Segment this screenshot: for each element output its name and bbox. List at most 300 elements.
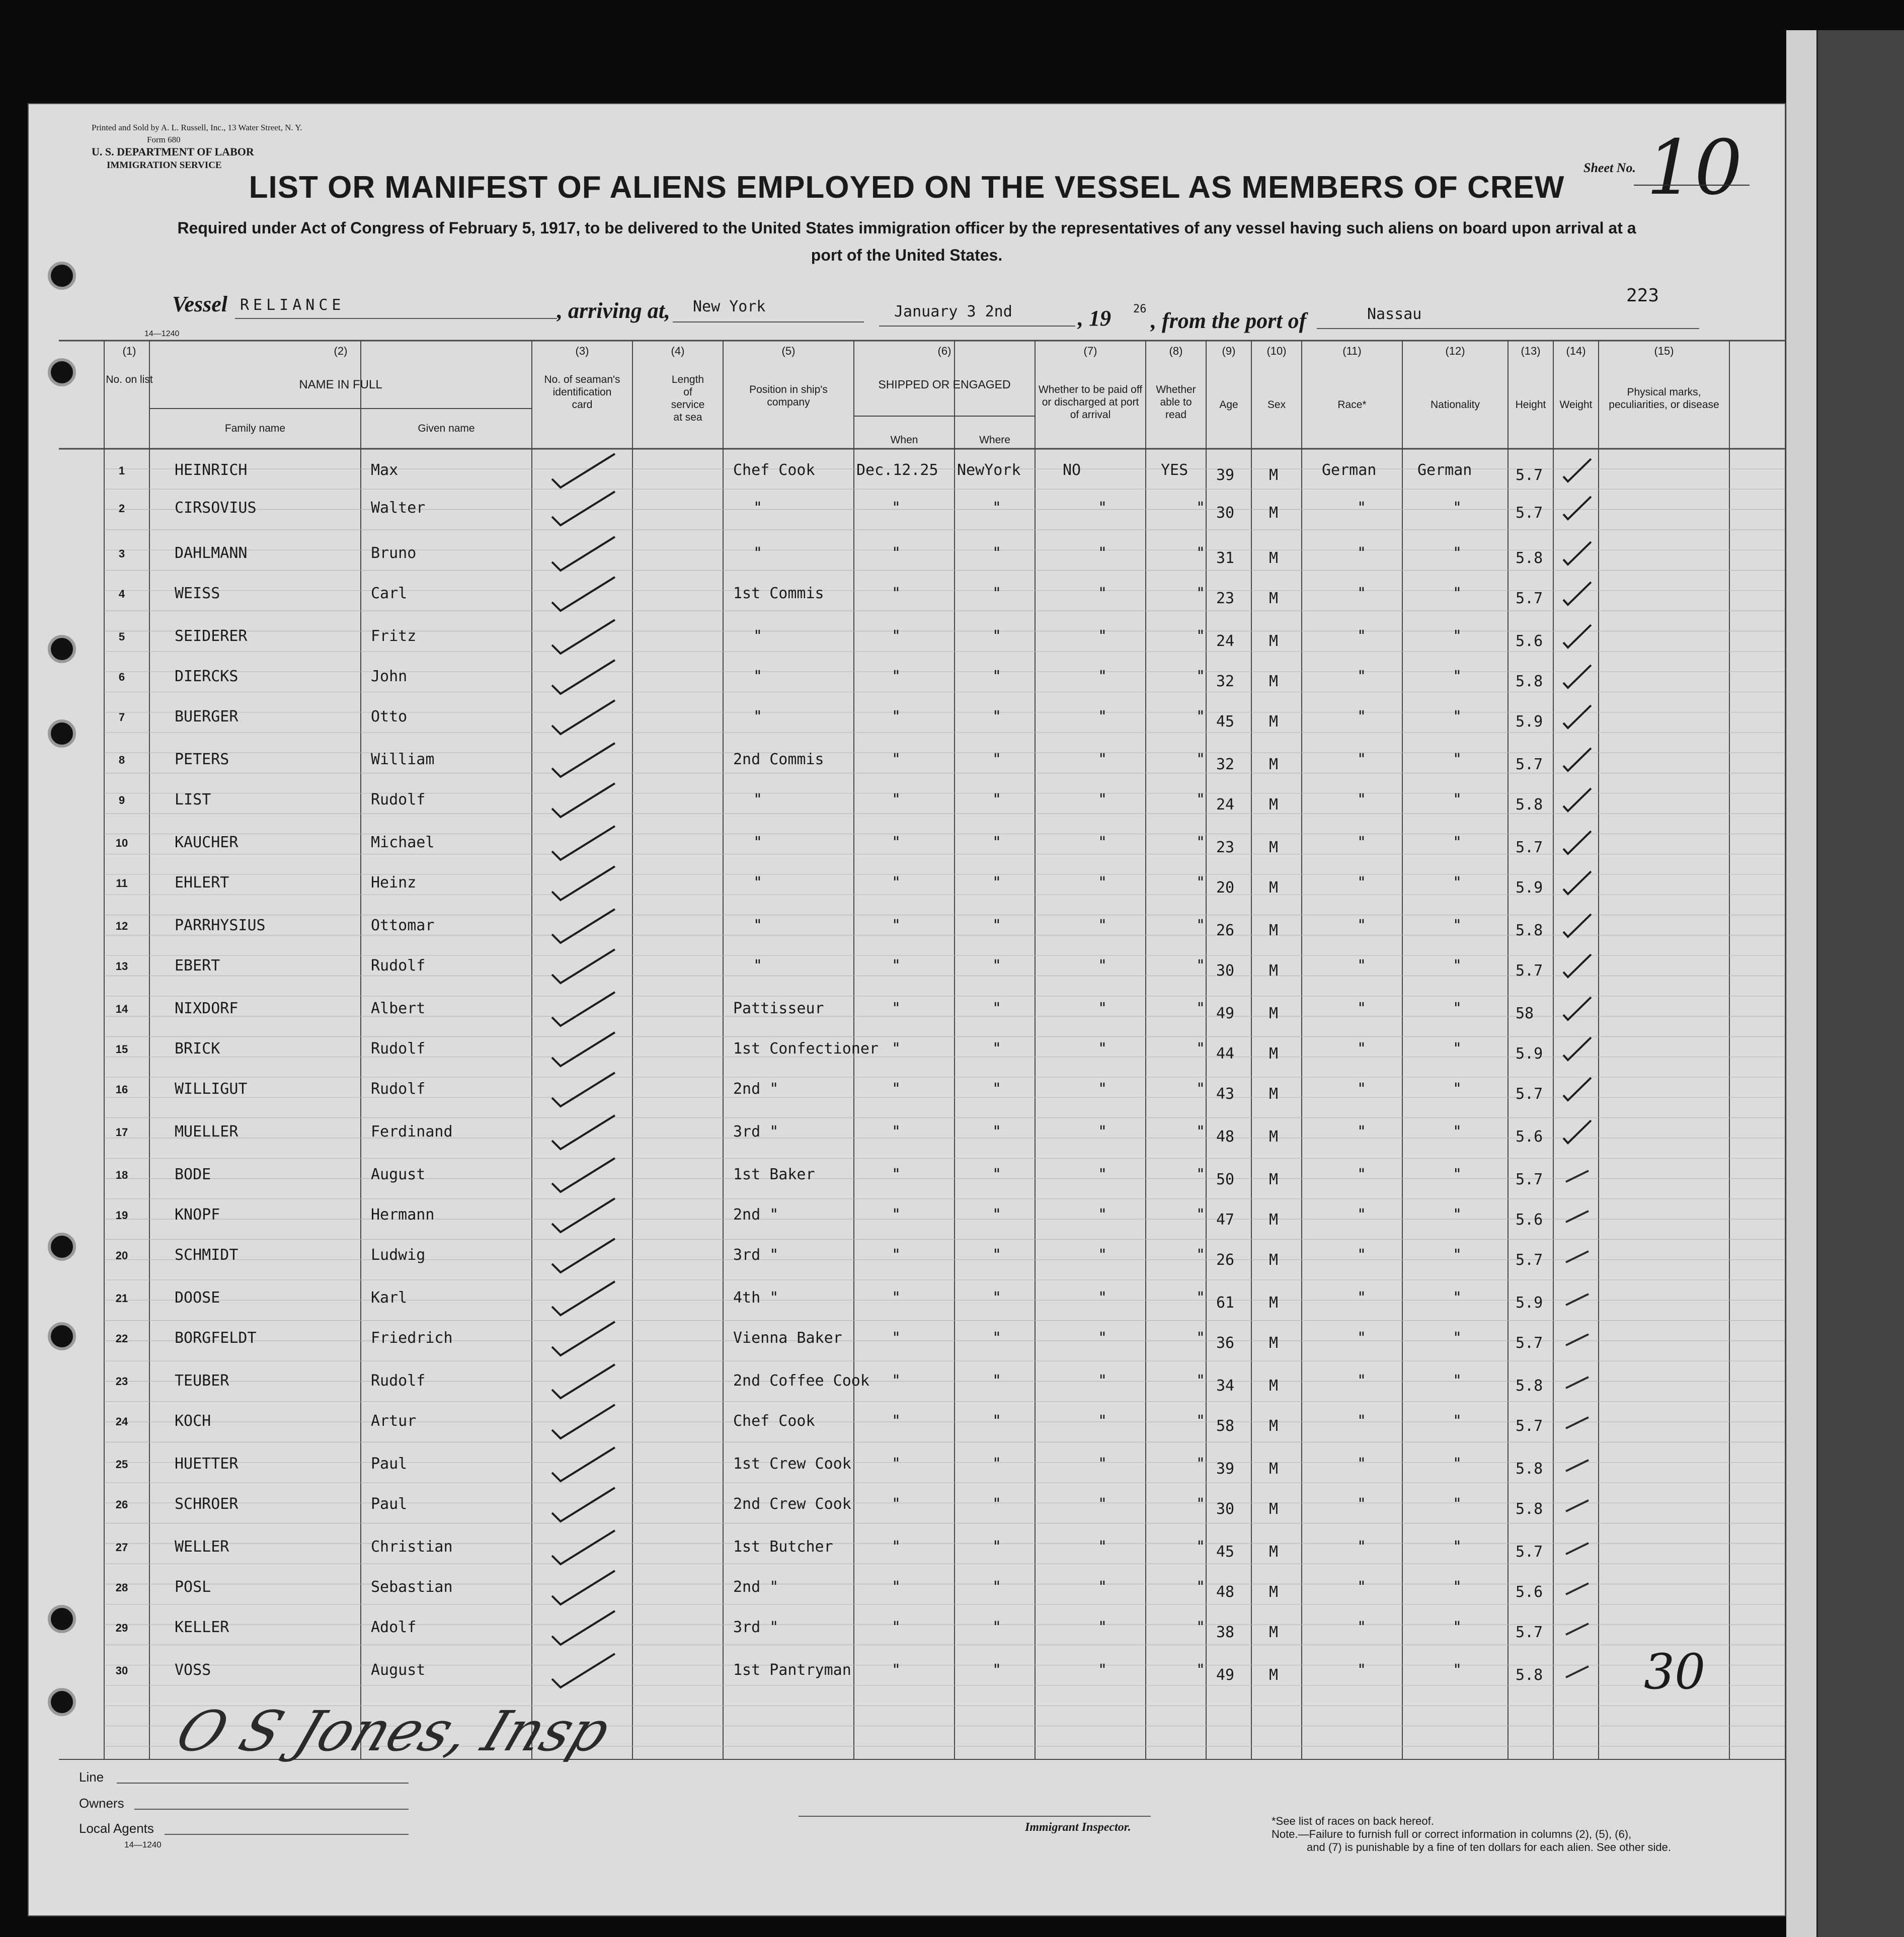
shipped-when-cell: ": [892, 1206, 901, 1224]
check-mark-icon: [549, 1528, 620, 1568]
row-number: 22: [115, 1332, 128, 1345]
sex-cell: M: [1269, 1005, 1279, 1022]
check-mark-icon: [549, 534, 620, 575]
department-block: U. S. DEPARTMENT OF LABOR IMMIGRATION SERVICE: [92, 145, 254, 171]
row-number: 14: [115, 1003, 128, 1015]
age-cell: 44: [1216, 1045, 1235, 1063]
col-8-number: (8): [1169, 345, 1183, 357]
nationality-cell: ": [1453, 668, 1462, 685]
position-cell: 3rd ": [733, 1619, 779, 1636]
col-14-header: Weight: [1559, 399, 1593, 411]
check-mark-icon: [1561, 1656, 1596, 1686]
paid-off-cell: ": [1098, 668, 1107, 685]
race-cell: ": [1357, 627, 1367, 645]
shipped-when-cell: ": [892, 1289, 901, 1307]
given-name-cell: August: [371, 1661, 426, 1679]
height-cell: 58: [1516, 1005, 1534, 1022]
col-11-header: Race*: [1337, 399, 1367, 411]
shipped-when-cell: ": [892, 1455, 901, 1473]
paid-off-cell: ": [1098, 544, 1107, 562]
height-cell: 5.8: [1516, 1377, 1543, 1395]
family-name-cell: SCHMIDT: [175, 1246, 239, 1264]
col-10-header: Sex: [1267, 399, 1286, 411]
col-7-header: Whether to be paid off or discharged at port of arrival: [1038, 384, 1143, 421]
check-mark-icon: [1561, 1161, 1596, 1191]
check-mark-icon: [1561, 494, 1596, 524]
race-cell: ": [1357, 1372, 1367, 1390]
family-name-cell: KNOPF: [175, 1206, 220, 1224]
paid-off-cell: ": [1098, 1206, 1107, 1224]
race-cell: ": [1357, 544, 1367, 562]
binder-hole: [48, 358, 76, 386]
given-name-cell: Bruno: [371, 544, 417, 562]
given-name-cell: Max: [371, 461, 399, 479]
nationality-cell: ": [1453, 1412, 1462, 1430]
given-name-cell: Michael: [371, 834, 435, 851]
age-cell: 58: [1216, 1417, 1235, 1435]
height-cell: 5.8: [1516, 922, 1543, 939]
shipped-where-cell: ": [992, 751, 1002, 768]
row-number: 12: [115, 920, 128, 932]
footer-note-2: Note.—Failure to furnish full or correct information in columns (2), (5), (6),: [1272, 1828, 1632, 1840]
sex-cell: M: [1269, 839, 1279, 856]
age-cell: 50: [1216, 1171, 1235, 1188]
shipped-where-cell: ": [992, 1661, 1002, 1679]
given-name-cell: Rudolf: [371, 1372, 426, 1390]
shipped-where-cell: ": [992, 1246, 1002, 1264]
shipped-when-cell: ": [892, 1578, 901, 1596]
nationality-cell: ": [1453, 834, 1462, 851]
able-to-read-cell: ": [1196, 1372, 1206, 1390]
col-2-header: NAME IN FULL: [299, 378, 382, 391]
check-mark-icon: [549, 1485, 620, 1525]
col-4-header: Length of service at sea: [671, 374, 705, 423]
given-name-cell: John: [371, 668, 408, 685]
footer-form-code: 14—1240: [124, 1840, 162, 1849]
able-to-read-cell: YES: [1161, 461, 1188, 479]
position-cell: 1st Baker: [733, 1166, 815, 1183]
form-code: 14—1240: [144, 330, 180, 338]
check-mark-icon: [1561, 1450, 1596, 1480]
shipped-when-cell: ": [892, 499, 901, 517]
paid-off-cell: ": [1098, 1040, 1107, 1058]
race-cell: ": [1357, 1455, 1367, 1473]
sex-cell: M: [1269, 1417, 1279, 1435]
family-name-cell: WEISS: [175, 585, 220, 602]
sex-cell: M: [1269, 1294, 1279, 1312]
arrival-date: January 3 2nd: [894, 303, 1012, 320]
given-name-cell: Ludwig: [371, 1246, 426, 1264]
able-to-read-cell: ": [1196, 1412, 1206, 1430]
check-mark-icon: [549, 990, 620, 1030]
able-to-read-cell: ": [1196, 585, 1206, 602]
nationality-cell: ": [1453, 1166, 1462, 1183]
shipped-when-cell: Dec.12.25: [856, 461, 938, 479]
printer-note: Printed and Sold by A. L. Russell, Inc., 13 Water Street, N. Y. Form 680: [92, 123, 302, 144]
age-cell: 32: [1216, 673, 1235, 690]
family-name-cell: MUELLER: [175, 1123, 239, 1141]
paid-off-cell: ": [1098, 1412, 1107, 1430]
col-1-header: No. on list: [106, 374, 153, 385]
col-1-number: (1): [122, 345, 136, 357]
paid-off-cell: ": [1098, 1455, 1107, 1473]
age-cell: 24: [1216, 796, 1235, 814]
height-cell: 5.8: [1516, 1500, 1543, 1518]
age-cell: 39: [1216, 1460, 1235, 1478]
position-cell: ": [753, 917, 763, 934]
check-mark-icon: [1561, 1035, 1596, 1065]
position-cell: ": [753, 834, 763, 851]
race-cell: ": [1357, 1246, 1367, 1264]
age-cell: 23: [1216, 839, 1235, 856]
able-to-read-cell: ": [1196, 708, 1206, 725]
nationality-cell: ": [1453, 1329, 1462, 1347]
sex-cell: M: [1269, 673, 1279, 690]
paid-off-cell: ": [1098, 627, 1107, 645]
race-cell: ": [1357, 1661, 1367, 1679]
row-number: 2: [118, 502, 125, 515]
check-mark-icon: [1561, 1490, 1596, 1520]
paid-off-cell: ": [1098, 834, 1107, 851]
check-mark-icon: [549, 1608, 620, 1649]
height-cell: 5.8: [1516, 549, 1543, 567]
paid-off-cell: NO: [1063, 461, 1081, 479]
race-cell: ": [1357, 1495, 1367, 1513]
binder-hole: [48, 1605, 76, 1633]
position-cell: 2nd ": [733, 1080, 779, 1098]
col-5-header: Position in ship's company: [749, 384, 828, 408]
check-mark-icon: [549, 1236, 620, 1276]
row-number: 9: [118, 794, 125, 806]
shipped-where-cell: ": [992, 708, 1002, 725]
age-cell: 45: [1216, 713, 1235, 731]
sex-cell: M: [1269, 1624, 1279, 1641]
year-suffix: 26: [1133, 303, 1147, 315]
family-name-cell: SCHROER: [175, 1495, 239, 1513]
height-cell: 5.7: [1516, 1543, 1543, 1561]
nationality-cell: ": [1453, 957, 1462, 975]
sex-cell: M: [1269, 1377, 1279, 1395]
check-mark-icon: [549, 451, 620, 492]
sex-cell: M: [1269, 1460, 1279, 1478]
row-number: 17: [115, 1126, 128, 1139]
sheet-label: Sheet No.: [1583, 160, 1636, 175]
row-number: 16: [115, 1083, 128, 1096]
inspector-signature: O S Jones, Insp: [168, 1699, 619, 1763]
sex-cell: M: [1269, 590, 1279, 607]
col-9-number: (9): [1222, 345, 1236, 357]
able-to-read-cell: ": [1196, 1080, 1206, 1098]
col-15-number: (15): [1654, 345, 1674, 357]
shipped-where-cell: ": [992, 1040, 1002, 1058]
given-name-cell: Paul: [371, 1495, 408, 1513]
height-cell: 5.7: [1516, 962, 1543, 980]
shipped-where-cell: ": [992, 1495, 1002, 1513]
able-to-read-cell: ": [1196, 1495, 1206, 1513]
sheet-number: 10: [1646, 124, 1742, 212]
shipped-where-cell: ": [992, 544, 1002, 562]
check-mark-icon: [549, 1362, 620, 1402]
paid-off-cell: ": [1098, 791, 1107, 809]
sex-cell: M: [1269, 549, 1279, 567]
given-name-cell: Paul: [371, 1455, 408, 1473]
age-cell: 39: [1216, 466, 1235, 484]
able-to-read-cell: ": [1196, 1166, 1206, 1183]
check-mark-icon: [1561, 456, 1596, 487]
shipped-where-cell: NewYork: [957, 461, 1021, 479]
col-6-number: (6): [937, 345, 951, 357]
family-name-cell: HEINRICH: [175, 461, 248, 479]
family-name-cell: KOCH: [175, 1412, 211, 1430]
given-name-cell: August: [371, 1166, 426, 1183]
nationality-cell: ": [1453, 1123, 1462, 1141]
position-cell: ": [753, 791, 763, 809]
shipped-where-cell: ": [992, 791, 1002, 809]
col-6-header: SHIPPED OR ENGAGED: [878, 378, 1011, 391]
race-cell: ": [1357, 585, 1367, 602]
shipped-where-cell: ": [992, 627, 1002, 645]
given-name-cell: Karl: [371, 1289, 408, 1307]
height-cell: 5.7: [1516, 1085, 1543, 1103]
col-13-number: (13): [1521, 345, 1541, 357]
age-cell: 32: [1216, 756, 1235, 773]
position-cell: 3rd ": [733, 1123, 779, 1141]
height-cell: 5.7: [1516, 504, 1543, 522]
shipped-when-cell: ": [892, 791, 901, 809]
check-mark-icon: [1561, 1324, 1596, 1354]
race-cell: ": [1357, 1329, 1367, 1347]
col-12-header: Nationality: [1430, 399, 1480, 411]
sex-cell: M: [1269, 1543, 1279, 1561]
height-cell: 5.8: [1516, 796, 1543, 814]
check-mark-icon: [549, 658, 620, 698]
check-mark-icon: [1561, 1533, 1596, 1563]
nationality-cell: ": [1453, 1372, 1462, 1390]
sex-cell: M: [1269, 796, 1279, 814]
race-cell: ": [1357, 1040, 1367, 1058]
arriving-port: New York: [693, 298, 766, 315]
binder-hole: [48, 635, 76, 663]
check-mark-icon: [549, 1030, 620, 1070]
paid-off-cell: ": [1098, 1289, 1107, 1307]
shipped-where-cell: ": [992, 834, 1002, 851]
race-cell: ": [1357, 1206, 1367, 1224]
able-to-read-cell: ": [1196, 1578, 1206, 1596]
height-cell: 5.7: [1516, 466, 1543, 484]
check-mark-icon: [1561, 995, 1596, 1025]
check-mark-icon: [1561, 869, 1596, 899]
shipped-where-cell: ": [992, 1538, 1002, 1556]
check-mark-icon: [549, 1070, 620, 1110]
shipped-when-cell: ": [892, 1538, 901, 1556]
row-number: 5: [118, 630, 125, 643]
family-name-cell: WILLIGUT: [175, 1080, 248, 1098]
shipped-where-cell: ": [992, 1289, 1002, 1307]
family-name-cell: PARRHYSIUS: [175, 917, 266, 934]
able-to-read-cell: ": [1196, 1206, 1206, 1224]
shipped-when-cell: ": [892, 1412, 901, 1430]
position-cell: 1st Butcher: [733, 1538, 833, 1556]
able-to-read-cell: ": [1196, 1455, 1206, 1473]
nationality-cell: ": [1453, 1246, 1462, 1264]
position-cell: ": [753, 874, 763, 892]
given-name-cell: William: [371, 751, 435, 768]
race-cell: ": [1357, 499, 1367, 517]
sex-cell: M: [1269, 1128, 1279, 1146]
check-mark-icon: [549, 1319, 620, 1359]
position-cell: 2nd ": [733, 1578, 779, 1596]
col-13-header: Height: [1515, 399, 1546, 411]
family-name-cell: BORGFELDT: [175, 1329, 257, 1347]
row-number: 7: [118, 711, 125, 723]
age-cell: 49: [1216, 1005, 1235, 1022]
check-mark-icon: [549, 864, 620, 904]
col-9-header: Age: [1219, 399, 1238, 411]
nationality-cell: ": [1453, 1206, 1462, 1224]
sex-cell: M: [1269, 756, 1279, 773]
col-12-number: (12): [1445, 345, 1465, 357]
shipped-where-cell: ": [992, 585, 1002, 602]
col-14-number: (14): [1566, 345, 1586, 357]
col-7-number: (7): [1083, 345, 1097, 357]
check-mark-icon: [1561, 786, 1596, 816]
row-number: 18: [115, 1169, 128, 1181]
able-to-read-cell: ": [1196, 751, 1206, 768]
check-mark-icon: [1561, 1407, 1596, 1437]
nationality-cell: ": [1453, 751, 1462, 768]
height-cell: 5.7: [1516, 1417, 1543, 1435]
sex-cell: M: [1269, 1500, 1279, 1518]
paid-off-cell: ": [1098, 1661, 1107, 1679]
position-cell: Chef Cook: [733, 1412, 815, 1430]
position-cell: ": [753, 708, 763, 725]
col-15-header: Physical marks, peculiarities, or disease: [1609, 386, 1719, 411]
sex-cell: M: [1269, 1334, 1279, 1352]
given-name-cell: Ferdinand: [371, 1123, 453, 1141]
age-cell: 47: [1216, 1211, 1235, 1229]
check-mark-icon: [1561, 746, 1596, 776]
height-cell: 5.9: [1516, 713, 1543, 731]
row-number: 20: [115, 1249, 128, 1262]
check-mark-icon: [1561, 952, 1596, 982]
row-number: 30: [115, 1664, 128, 1677]
position-cell: ": [753, 544, 763, 562]
position-cell: 1st Commis: [733, 585, 824, 602]
shipped-where-cell: ": [992, 499, 1002, 517]
row-number: 24: [115, 1415, 128, 1428]
check-mark-icon: [1561, 703, 1596, 733]
adjacent-page-strip: [1786, 30, 1904, 1937]
paid-off-cell: ": [1098, 1372, 1107, 1390]
age-cell: 48: [1216, 1583, 1235, 1601]
check-mark-icon: [1561, 1284, 1596, 1314]
height-cell: 5.7: [1516, 1334, 1543, 1352]
paid-off-cell: ": [1098, 751, 1107, 768]
paid-off-cell: ": [1098, 1080, 1107, 1098]
race-cell: ": [1357, 1000, 1367, 1017]
given-name-cell: Rudolf: [371, 791, 426, 809]
check-mark-icon: [1561, 1118, 1596, 1148]
race-cell: ": [1357, 751, 1367, 768]
footer-line-label: Line: [79, 1769, 104, 1785]
paid-off-cell: ": [1098, 708, 1107, 725]
check-mark-icon: [549, 1113, 620, 1153]
nationality-cell: ": [1453, 874, 1462, 892]
shipped-where-cell: ": [992, 1123, 1002, 1141]
row-number: 11: [116, 877, 128, 890]
nationality-cell: ": [1453, 917, 1462, 934]
check-mark-icon: [1561, 663, 1596, 693]
nationality-cell: German: [1417, 461, 1472, 479]
check-mark-icon: [549, 741, 620, 781]
family-name-cell: BODE: [175, 1166, 211, 1183]
shipped-where-cell: ": [992, 1000, 1002, 1017]
footer-owners-label: Owners: [79, 1796, 124, 1811]
given-name-cell: Fritz: [371, 627, 417, 645]
able-to-read-cell: ": [1196, 791, 1206, 809]
paid-off-cell: ": [1098, 1538, 1107, 1556]
race-cell: ": [1357, 1538, 1367, 1556]
row-number: 6: [118, 671, 125, 683]
check-mark-icon: [549, 1651, 620, 1691]
position-cell: ": [753, 627, 763, 645]
able-to-read-cell: ": [1196, 1123, 1206, 1141]
shipped-where-cell: ": [992, 1206, 1002, 1224]
check-mark-icon: [549, 698, 620, 738]
shipped-when-cell: ": [892, 1619, 901, 1636]
shipped-when-cell: ": [892, 585, 901, 602]
given-name-cell: Sebastian: [371, 1578, 453, 1596]
sex-cell: M: [1269, 1085, 1279, 1103]
nationality-cell: ": [1453, 544, 1462, 562]
family-name-cell: EHLERT: [175, 874, 229, 892]
row-number: 1: [118, 464, 125, 477]
able-to-read-cell: ": [1196, 1538, 1206, 1556]
paid-off-cell: ": [1098, 1329, 1107, 1347]
shipped-when-cell: ": [892, 544, 901, 562]
row-number: 27: [115, 1541, 128, 1554]
col-2b-header: Given name: [418, 423, 475, 434]
year-prefix: , 19: [1078, 306, 1111, 331]
sex-cell: M: [1269, 466, 1279, 484]
height-cell: 5.8: [1516, 1460, 1543, 1478]
col-5-number: (5): [781, 345, 796, 357]
shipped-when-cell: ": [892, 1123, 901, 1141]
check-mark-icon: [549, 947, 620, 987]
given-name-cell: Rudolf: [371, 1040, 426, 1058]
family-name-cell: BUERGER: [175, 708, 239, 725]
shipped-when-cell: ": [892, 1246, 901, 1264]
sex-cell: M: [1269, 1045, 1279, 1063]
race-cell: ": [1357, 1578, 1367, 1596]
paid-off-cell: ": [1098, 1123, 1107, 1141]
position-cell: 2nd Commis: [733, 751, 824, 768]
height-cell: 5.7: [1516, 1251, 1543, 1269]
col-8-header: Whether able to read: [1156, 384, 1196, 421]
age-cell: 23: [1216, 590, 1235, 607]
race-cell: ": [1357, 1123, 1367, 1141]
family-name-cell: SEIDERER: [175, 627, 248, 645]
race-cell: ": [1357, 957, 1367, 975]
check-mark-icon: [1561, 580, 1596, 610]
nationality-cell: ": [1453, 1495, 1462, 1513]
check-mark-icon: [549, 489, 620, 529]
col-10-number: (10): [1266, 345, 1287, 357]
family-name-cell: KELLER: [175, 1619, 229, 1636]
col-6a-header: When: [890, 434, 918, 446]
col-3-header: No. of seaman's identification card: [544, 374, 620, 411]
check-mark-icon: [1561, 1075, 1596, 1105]
